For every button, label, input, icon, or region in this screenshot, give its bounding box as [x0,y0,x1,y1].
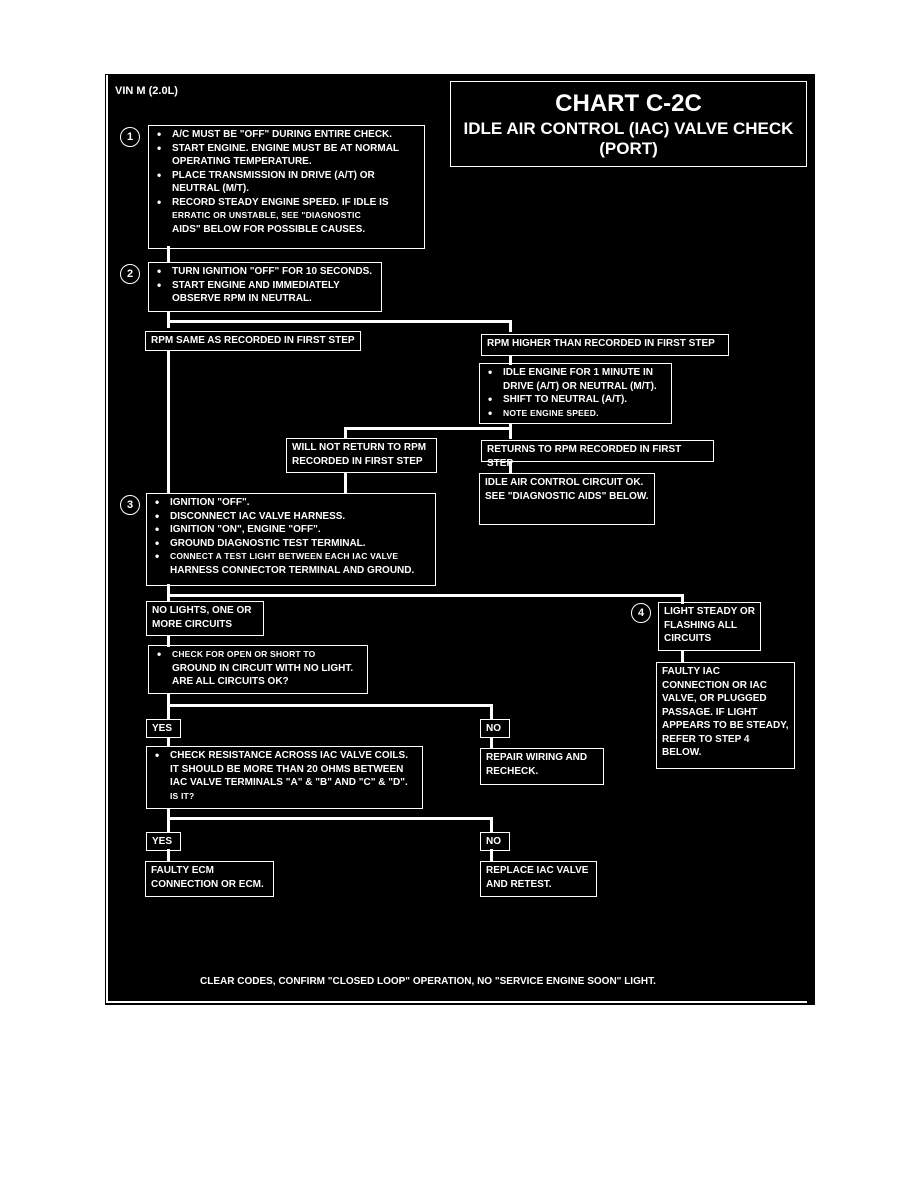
idle-item: • SHIFT TO NEUTRAL (A/T). [485,393,666,407]
step-4-marker: 4 [631,603,651,623]
step-1-item [154,196,419,237]
chart-subtitle: (PORT) [599,139,658,158]
idle-item: • NOTE ENGINE SPEED. [485,407,666,421]
step-3-marker: 3 [120,495,140,515]
faulty-ecm-box: FAULTY ECM CONNECTION OR ECM. [145,861,274,897]
step-2-item: • TURN IGNITION "OFF" FOR 10 SECONDS. [154,265,376,279]
check-open-box [148,645,368,694]
rpm-higher-box: RPM HIGHER THAN RECORDED IN FIRST STEP [481,334,729,356]
connector-line [167,594,684,597]
check-resistance-text: CHECK RESISTANCE ACROSS IAC VALVE COILS. IT SHOULD BE MORE THAN 20 OHMS BETWEEN IAC VALVE TERMINALS "A" & "B" AND "C" & "D". [170,750,408,788]
connector-line [344,472,347,494]
step-2-marker: 2 [120,264,140,284]
step-2-item: • START ENGINE AND IMMEDIATELY OBSERVE RPM IN NEUTRAL. [154,279,376,306]
connector-line [167,584,170,602]
connector-line [490,704,493,720]
flowchart-sheet [105,74,815,1005]
step-3-box [146,493,436,586]
connector-line [681,650,684,662]
vin-label: VIN M (2.0L) [115,85,178,97]
chart-title: IDLE AIR CONTROL (IAC) VALVE CHECK [463,119,794,138]
step-1-item: • START ENGINE. ENGINE MUST BE AT NORMAL OPERATING TEMPERATURE. [154,142,419,169]
step-1-item-text: AIDS" BELOW FOR POSSIBLE CAUSES. [172,223,366,235]
idle-engine-box [479,363,672,424]
connector-line [167,817,493,820]
step-3-item: • IGNITION "ON", ENGINE "OFF". [152,523,430,537]
no-label: NO [480,832,510,851]
connector-line [167,320,512,323]
no-label: NO [480,719,510,738]
check-resistance-item [152,749,417,803]
connector-line [167,809,170,833]
check-open-item [154,648,362,689]
step-3-item: • DISCONNECT IAC VALVE HARNESS. [152,510,430,524]
step-1-item: • A/C MUST BE "OFF" DURING ENTIRE CHECK. [154,128,419,142]
step-1-item-text: RECORD STEADY ENGINE SPEED. IF IDLE IS [172,196,389,208]
rpm-same-box: RPM SAME AS RECORDED IN FIRST STEP [145,331,361,351]
step-1-item: • PLACE TRANSMISSION IN DRIVE (A/T) OR NEUTRAL (M/T). [154,169,419,196]
circuit-ok-box: IDLE AIR CONTROL CIRCUIT OK. SEE "DIAGNOSTIC AIDS" BELOW. [479,473,655,525]
step-3-item: • GROUND DIAGNOSTIC TEST TERMINAL. [152,537,430,551]
step-1-marker: 1 [120,127,140,147]
step-1-box [148,125,425,249]
chart-number: CHART C-2C [555,90,702,117]
connector-line [167,350,170,494]
step-1-item-text: ERRATIC OR UNSTABLE, SEE "DIAGNOSTIC [172,210,361,220]
connector-line [344,427,512,430]
yes-label: YES [146,832,181,851]
no-lights-box: NO LIGHTS, ONE OR MORE CIRCUITS [146,601,264,636]
idle-item: • IDLE ENGINE FOR 1 MINUTE IN DRIVE (A/T) OR NEUTRAL (M/T). [485,366,666,393]
connector-line [490,817,493,833]
check-resistance-box [146,746,423,809]
footer-note: CLEAR CODES, CONFIRM "CLOSED LOOP" OPERATION, NO "SERVICE ENGINE SOON" LIGHT. [200,976,656,987]
connector-line [509,320,512,332]
step-3-item-text: HARNESS CONNECTOR TERMINAL AND GROUND. [170,564,415,576]
check-open-text: CHECK FOR OPEN OR SHORT TO [172,649,316,659]
step-3-item-text: CONNECT A TEST LIGHT BETWEEN EACH IAC VALVE [170,551,399,561]
returns-rpm-box: RETURNS TO RPM RECORDED IN FIRST STEP [481,440,714,462]
title-box [450,81,807,167]
check-open-text: GROUND IN CIRCUIT WITH NO LIGHT. ARE ALL CIRCUITS OK? [172,662,354,687]
check-resistance-text: IS IT? [170,790,195,801]
will-not-return-box: WILL NOT RETURN TO RPM RECORDED IN FIRST STEP [286,438,437,473]
yes-label: YES [146,719,181,738]
connector-line [509,423,512,439]
step-3-item [152,550,430,577]
connector-line [167,694,170,720]
replace-iac-box: REPLACE IAC VALVE AND RETEST. [480,861,597,897]
connector-line [167,704,493,707]
faulty-iac-box: FAULTY IAC CONNECTION OR IAC VALVE, OR PLUGGED PASSAGE. IF LIGHT APPEARS TO BE STEADY, REFER TO STEP 4 BELOW. [656,662,795,769]
step-3-item: • IGNITION "OFF". [152,496,430,510]
repair-wiring-box: REPAIR WIRING AND RECHECK. [480,748,604,785]
step-2-box [148,262,382,312]
light-steady-box: LIGHT STEADY OR FLASHING ALL CIRCUITS [658,602,761,651]
